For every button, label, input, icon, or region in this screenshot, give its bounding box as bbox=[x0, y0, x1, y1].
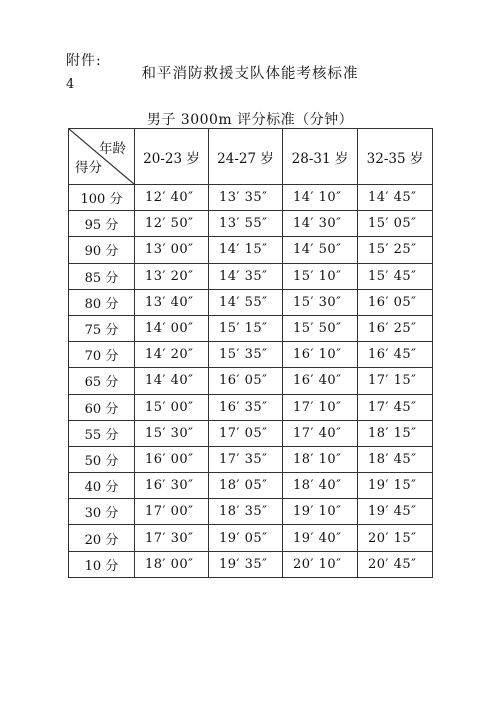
time-cell: 19′ 15″ bbox=[358, 473, 433, 499]
score-cell: 85 分 bbox=[69, 263, 135, 289]
time-cell: 17′ 00″ bbox=[135, 499, 209, 525]
time-cell: 18′ 35″ bbox=[209, 499, 283, 525]
time-cell: 14′ 50″ bbox=[283, 237, 358, 263]
document-title: 和平消防救援支队体能考核标准 bbox=[141, 66, 359, 82]
time-cell: 19′ 45″ bbox=[358, 499, 433, 525]
time-cell: 14′ 55″ bbox=[209, 289, 283, 315]
table-header-row bbox=[69, 129, 433, 185]
table-title: 男子 3000m 评分标准（分钟） bbox=[146, 112, 354, 128]
time-cell: 17′ 15″ bbox=[358, 368, 433, 394]
table-row bbox=[69, 211, 433, 237]
table-row bbox=[69, 289, 433, 315]
age-header-label: 年龄 bbox=[99, 141, 126, 157]
table-row bbox=[69, 394, 433, 420]
table-row bbox=[69, 315, 433, 341]
time-cell: 15′ 25″ bbox=[358, 237, 433, 263]
score-cell: 55 分 bbox=[69, 420, 135, 446]
time-cell: 20′ 45″ bbox=[358, 551, 433, 577]
time-cell: 15′ 10″ bbox=[283, 263, 358, 289]
time-cell: 19′ 35″ bbox=[209, 551, 283, 577]
age-group-header: 28-31 岁 bbox=[283, 129, 358, 185]
time-cell: 20′ 15″ bbox=[358, 525, 433, 551]
age-group-header: 24-27 岁 bbox=[209, 129, 283, 185]
time-cell: 17′ 30″ bbox=[135, 525, 209, 551]
time-cell: 13′ 35″ bbox=[209, 185, 283, 211]
time-cell: 17′ 10″ bbox=[283, 394, 358, 420]
time-cell: 13′ 55″ bbox=[209, 211, 283, 237]
time-cell: 14′ 45″ bbox=[358, 185, 433, 211]
time-cell: 15′ 05″ bbox=[358, 211, 433, 237]
time-cell: 15′ 30″ bbox=[135, 420, 209, 446]
table-row bbox=[69, 499, 433, 525]
table-row bbox=[69, 551, 433, 577]
time-cell: 16′ 10″ bbox=[283, 342, 358, 368]
score-cell: 40 分 bbox=[69, 473, 135, 499]
time-cell: 14′ 15″ bbox=[209, 237, 283, 263]
time-cell: 17′ 45″ bbox=[358, 394, 433, 420]
score-header-label: 得分 bbox=[75, 160, 102, 176]
time-cell: 15′ 50″ bbox=[283, 315, 358, 341]
age-group-header: 20-23 岁 bbox=[135, 129, 209, 185]
time-cell: 15′ 30″ bbox=[283, 289, 358, 315]
score-cell: 75 分 bbox=[69, 315, 135, 341]
time-cell: 14′ 00″ bbox=[135, 315, 209, 341]
time-cell: 16′ 45″ bbox=[358, 342, 433, 368]
attachment-number: 4 bbox=[66, 77, 75, 92]
time-cell: 18′ 00″ bbox=[135, 551, 209, 577]
time-cell: 16′ 35″ bbox=[209, 394, 283, 420]
time-cell: 19′ 05″ bbox=[209, 525, 283, 551]
time-cell: 14′ 20″ bbox=[135, 342, 209, 368]
time-cell: 13′ 00″ bbox=[135, 237, 209, 263]
score-cell: 30 分 bbox=[69, 499, 135, 525]
time-cell: 19′ 10″ bbox=[283, 499, 358, 525]
time-cell: 14′ 30″ bbox=[283, 211, 358, 237]
table-row bbox=[69, 473, 433, 499]
time-cell: 20′ 10″ bbox=[283, 551, 358, 577]
time-cell: 18′ 10″ bbox=[283, 446, 358, 472]
time-cell: 16′ 30″ bbox=[135, 473, 209, 499]
table-row bbox=[69, 185, 433, 211]
time-cell: 12′ 50″ bbox=[135, 211, 209, 237]
time-cell: 18′ 40″ bbox=[283, 473, 358, 499]
time-cell: 13′ 20″ bbox=[135, 263, 209, 289]
time-cell: 19′ 40″ bbox=[283, 525, 358, 551]
time-cell: 14′ 35″ bbox=[209, 263, 283, 289]
time-cell: 14′ 40″ bbox=[135, 368, 209, 394]
time-cell: 18′ 05″ bbox=[209, 473, 283, 499]
table-row bbox=[69, 446, 433, 472]
score-cell: 20 分 bbox=[69, 525, 135, 551]
score-table bbox=[68, 128, 433, 578]
time-cell: 15′ 15″ bbox=[209, 315, 283, 341]
time-cell: 16′ 40″ bbox=[283, 368, 358, 394]
score-cell: 95 分 bbox=[69, 211, 135, 237]
table-row bbox=[69, 368, 433, 394]
time-cell: 16′ 05″ bbox=[209, 368, 283, 394]
score-cell: 100 分 bbox=[69, 185, 135, 211]
time-cell: 16′ 05″ bbox=[358, 289, 433, 315]
score-cell: 50 分 bbox=[69, 446, 135, 472]
table-row bbox=[69, 237, 433, 263]
table-row bbox=[69, 263, 433, 289]
time-cell: 15′ 00″ bbox=[135, 394, 209, 420]
score-cell: 70 分 bbox=[69, 342, 135, 368]
score-cell: 10 分 bbox=[69, 551, 135, 577]
time-cell: 14′ 10″ bbox=[283, 185, 358, 211]
time-cell: 17′ 35″ bbox=[209, 446, 283, 472]
time-cell: 18′ 45″ bbox=[358, 446, 433, 472]
time-cell: 18′ 15″ bbox=[358, 420, 433, 446]
time-cell: 16′ 00″ bbox=[135, 446, 209, 472]
time-cell: 12′ 40″ bbox=[135, 185, 209, 211]
table-row bbox=[69, 342, 433, 368]
time-cell: 16′ 25″ bbox=[358, 315, 433, 341]
score-cell: 60 分 bbox=[69, 394, 135, 420]
attachment-label: 附件: bbox=[66, 53, 102, 69]
corner-header-cell bbox=[69, 129, 135, 185]
time-cell: 15′ 45″ bbox=[358, 263, 433, 289]
time-cell: 17′ 40″ bbox=[283, 420, 358, 446]
score-cell: 80 分 bbox=[69, 289, 135, 315]
score-cell: 90 分 bbox=[69, 237, 135, 263]
age-group-header: 32-35 岁 bbox=[358, 129, 433, 185]
time-cell: 17′ 05″ bbox=[209, 420, 283, 446]
time-cell: 13′ 40″ bbox=[135, 289, 209, 315]
table-row bbox=[69, 525, 433, 551]
table-row bbox=[69, 420, 433, 446]
time-cell: 15′ 35″ bbox=[209, 342, 283, 368]
score-cell: 65 分 bbox=[69, 368, 135, 394]
